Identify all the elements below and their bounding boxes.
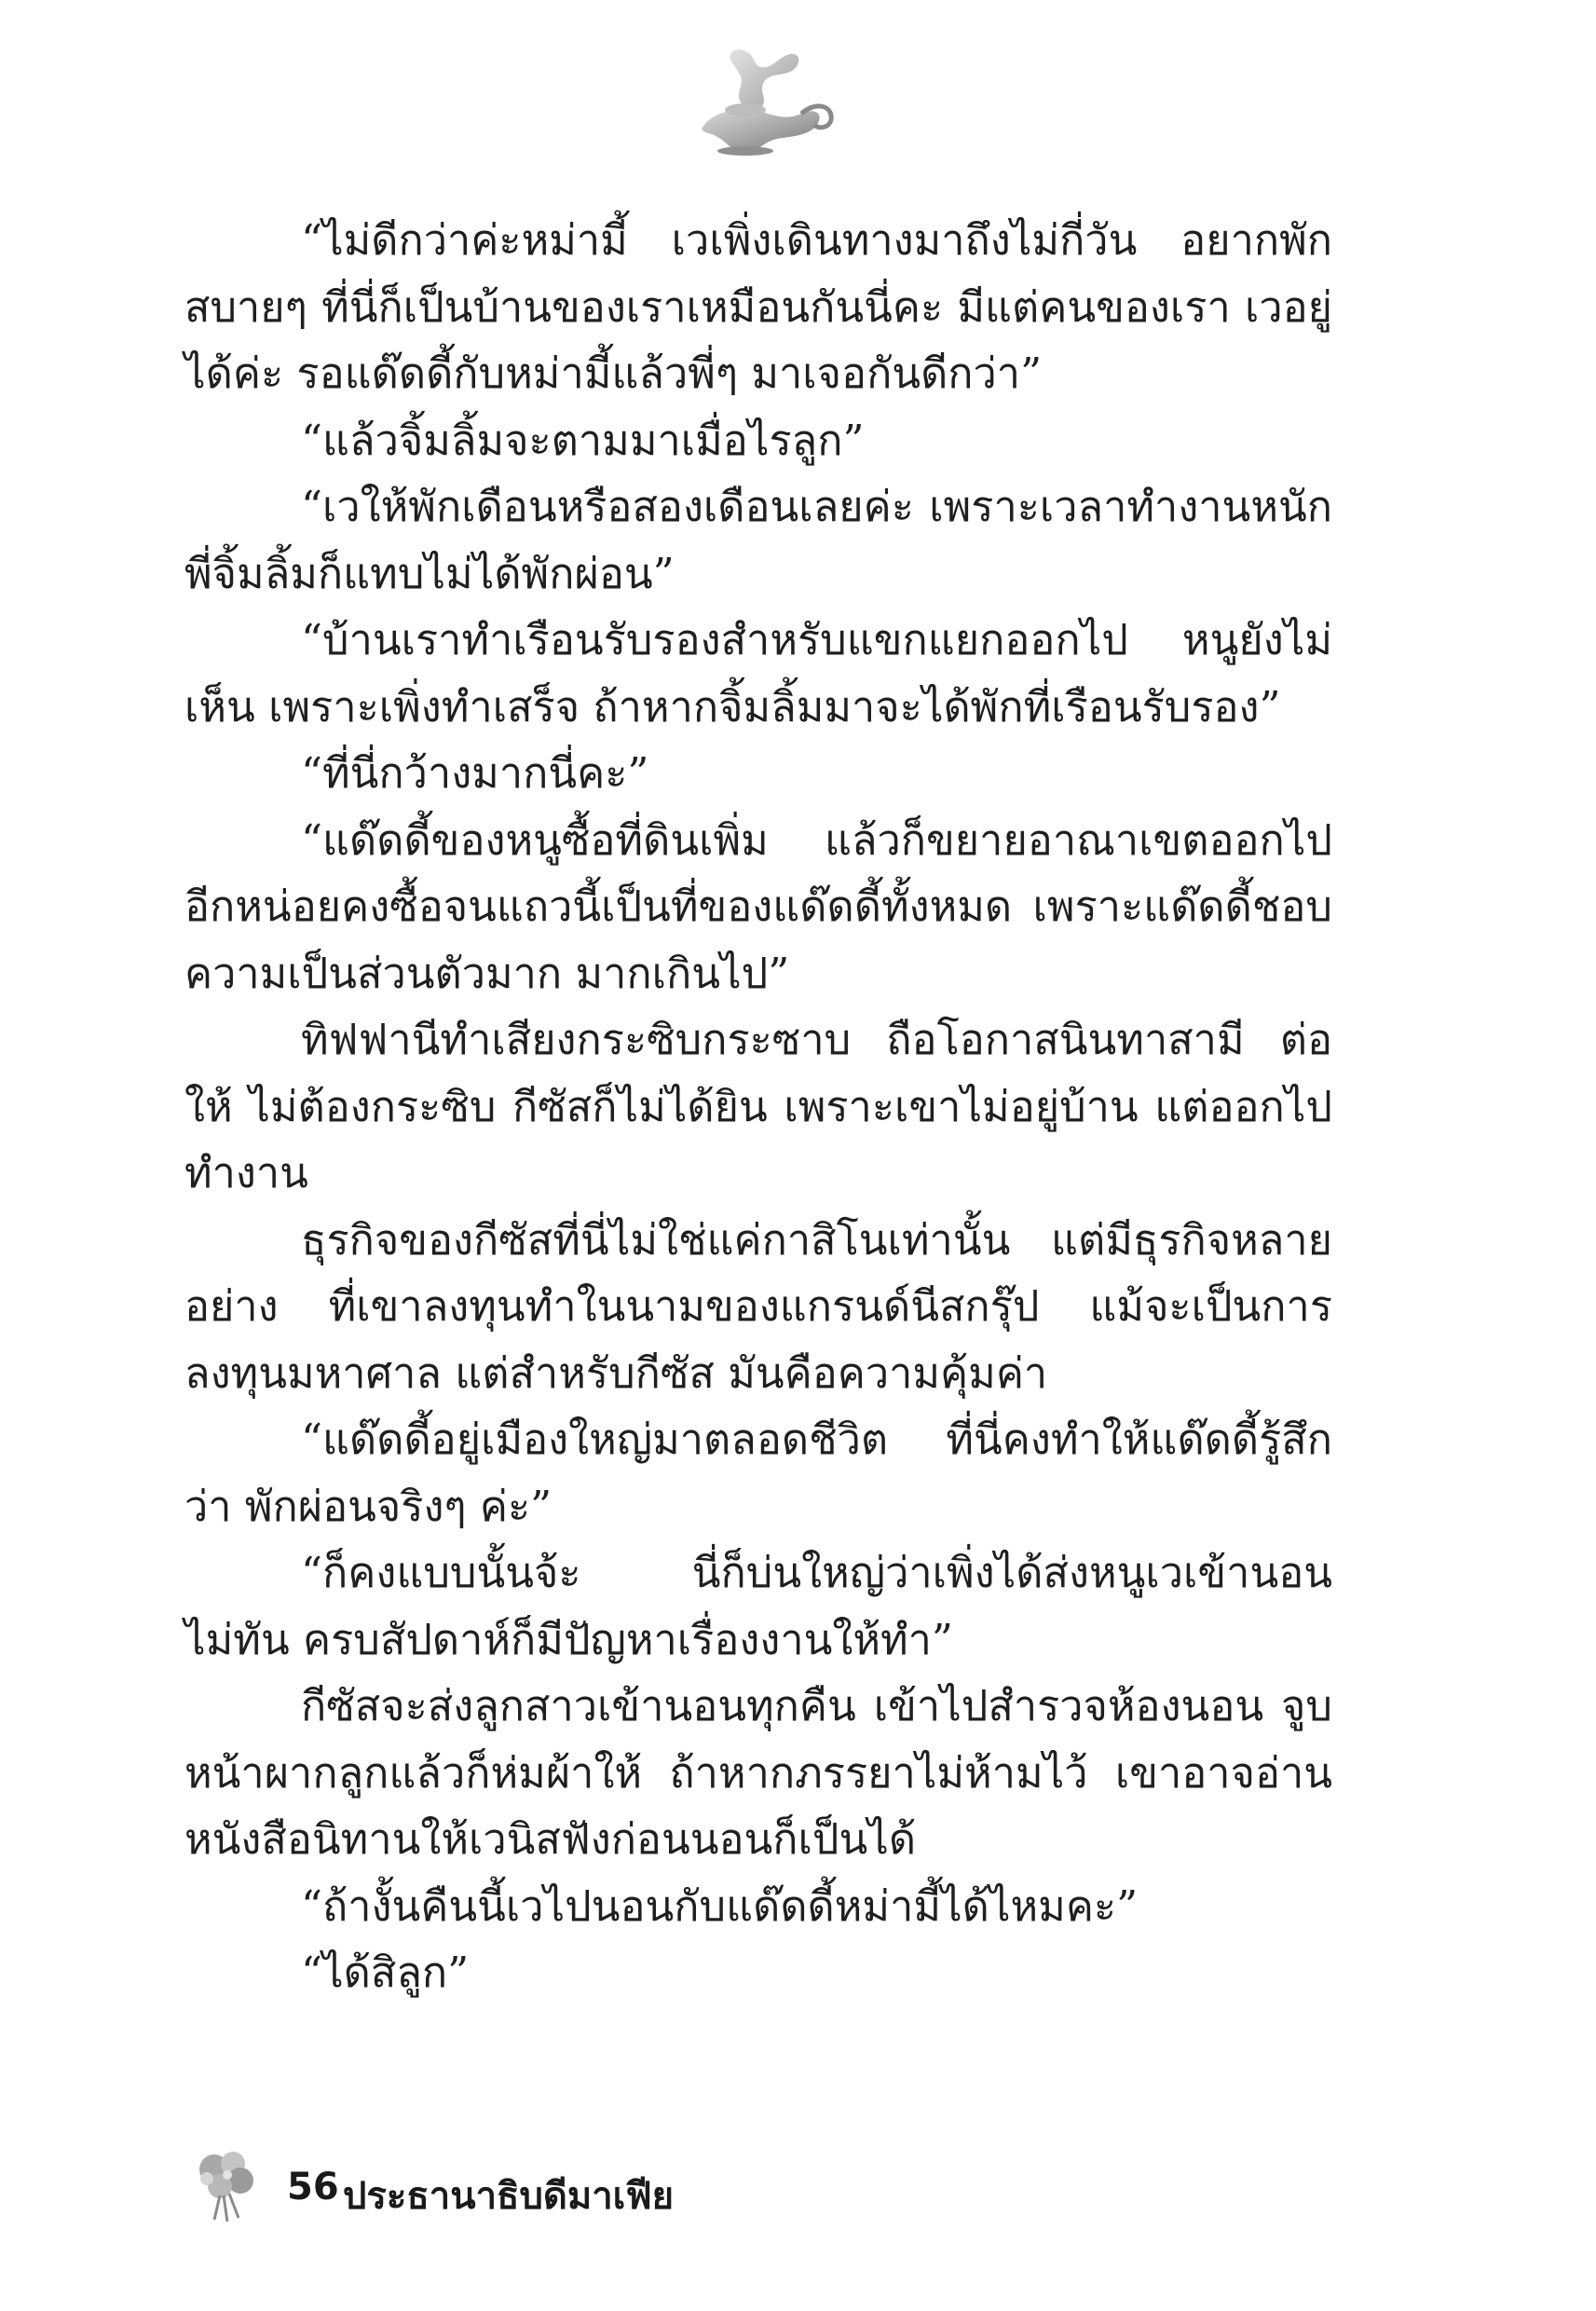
paragraph: “ก็คงแบบนั้นจ้ะ นี่ก็บ่นใหญ่ว่าเพิ่งได้ส่งหนูเวเข้านอนไม่ทัน ครบสัปดาห์ก็มีปัญหาเรื่องงานให้ทำ”	[184, 1548, 1332, 1664]
page-number: 56	[287, 2166, 339, 2208]
paragraph: กีซัสจะส่งลูกสาวเข้านอนทุกคืน เข้าไปสำรวจห้องนอน จูบหน้าผากลูกแล้วก็ห่มผ้าให้ ถ้าหากภรรยาไม่ห้ามไว้ เขาอาจอ่าน หนังสือนิทานให้เวนิสฟังก่อนนอนก็เป็นได้	[184, 1681, 1332, 1864]
paragraph: ธุรกิจของกีซัสที่นี่ไม่ใช่แค่กาสิโนเท่านั้น แต่มีธุรกิจหลายอย่าง ที่เขาลงทุนทำในนามของแกรนด์นีสกรุ๊ป แม้จะเป็นการลงทุนมหาศาล แต่สำหรับกีซัส มันคือความคุ้มค่า	[184, 1214, 1332, 1398]
paragraph: “ถ้างั้นคืนนี้เวไปนอนกับแด๊ดดี้หม่ามี้ได้ไหมคะ”	[301, 1880, 1139, 1931]
story-text	[184, 207, 1332, 2006]
paragraph: “แด๊ดดี้ของหนูซื้อที่ดินเพิ่ม แล้วก็ขยายอาณาเขตออกไป อีกหน่อยคงซื้อจนแถวนี้เป็นที่ของแด๊ดดี้ทั้งหมด เพราะแด๊ดดี้ชอบ ความเป็นส่วนตัวมาก มากเกินไป”	[184, 814, 1332, 998]
paragraph: “แด๊ดดี้อยู่เมืองใหญ่มาตลอดชีวิต ที่นี่คงทำให้แด๊ดดี้รู้สึกว่า พักผ่อนจริงๆ ค่ะ”	[184, 1415, 1332, 1531]
page-footer	[186, 2143, 1025, 2227]
paragraph: “บ้านเราทำเรือนรับรองสำหรับแขกแยกออกไป หนูยังไม่เห็น เพราะเพิ่งทำเสร็จ ถ้าหากจิ้มลิ้มมาจะได้พักที่เรือนรับรอง”	[184, 615, 1332, 732]
paragraph: ทิฟฟานีทำเสียงกระซิบกระซาบ ถือโอกาสนินทาสามี ต่อให้ ไม่ต้องกระซิบ กีซัสก็ไม่ได้ยิน เพราะเขาไม่อยู่บ้าน แต่ออกไปทำงาน	[184, 1015, 1332, 1197]
paragraph: “เวให้พักเดือนหรือสองเดือนเลยค่ะ เพราะเวลาทำงานหนัก พี่จิ้มลิ้มก็แทบไม่ได้พักผ่อน”	[184, 482, 1332, 598]
book-title: ประธานาธิบดีมาเฟีย	[343, 2175, 675, 2218]
paragraph: “แล้วจิ้มลิ้มจะตามมาเมื่อไรลูก”	[301, 415, 865, 465]
paragraph: “ไม่ดีกว่าค่ะหม่ามี้ เวเพิ่งเดินทางมาถึงไม่กี่วัน อยากพักสบายๆ ที่นี่ก็เป็นบ้านของเราเหมือนกันนี่คะ มีแต่คนของเรา เวอยู่ได้ค่ะ รอแด๊ดดี้กับหม่ามี้แล้วพี่ๆ มาเจอกันดีกว่า”	[184, 215, 1332, 398]
magic-lamp-icon	[678, 45, 837, 157]
paragraph: “ได้สิลูก”	[301, 1948, 470, 1997]
paragraph: “ที่นี่กว้างมากนี่คะ”	[301, 748, 649, 798]
flower-bouquet-icon	[186, 2143, 266, 2225]
